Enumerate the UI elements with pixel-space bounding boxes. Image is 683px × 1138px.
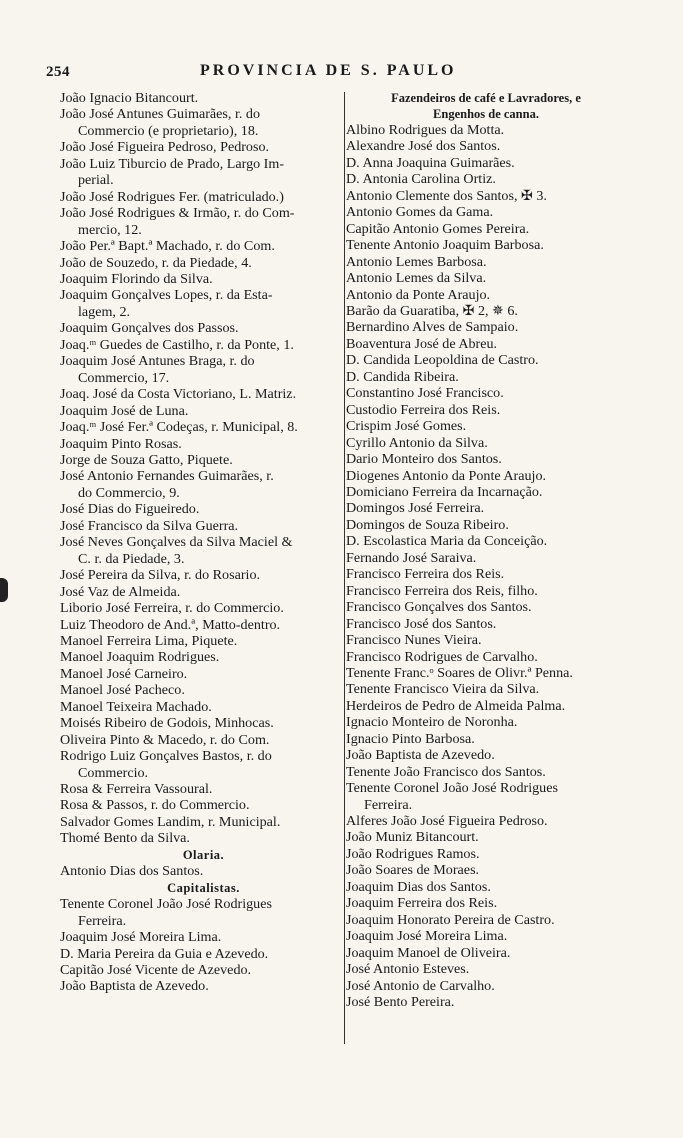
entry-text: José Dias do Figueiredo. [60, 501, 200, 518]
list-entry [346, 468, 626, 484]
list-entry [346, 632, 626, 648]
list-entry [346, 188, 626, 204]
list-entry [60, 781, 347, 797]
entry-text: Antonio Lemes Barbosa. [346, 253, 487, 270]
entry-text: Joaq.ᵐ Guedes de Castilho, r. da Ponte, 1. [60, 336, 294, 353]
entry-continuation: C. r. da Piedade, 3. [78, 550, 185, 567]
entry-text: Tenente Coronel João José Rodrigues [346, 780, 558, 797]
list-entry [346, 533, 626, 549]
list-entry [60, 353, 347, 386]
list-entry [346, 599, 626, 615]
entry-text: Moisés Ribeiro de Godois, Minhocas. [60, 715, 274, 732]
entry-text: Thomé Bento da Silva. [60, 830, 190, 847]
entry-text: Joaquim Honorato Pereira de Castro. [346, 911, 555, 928]
entry-text: João Rodrigues Ramos. [346, 845, 480, 862]
list-entry [346, 204, 626, 220]
list-entry [60, 715, 347, 731]
list-entry [346, 319, 626, 335]
list-entry [60, 501, 347, 517]
list-entry [60, 90, 347, 106]
list-entry [60, 189, 347, 205]
list-entry [346, 500, 626, 516]
list-entry [346, 451, 626, 467]
entry-text: Herdeiros de Pedro de Almeida Palma. [346, 697, 566, 714]
entry-text: Ignacio Monteiro de Noronha. [346, 714, 518, 731]
entry-continuation: Ferreira. [78, 912, 127, 929]
list-entry [346, 928, 626, 944]
entry-text: Joaquim José Antunes Braga, r. do [60, 353, 255, 370]
list-entry [60, 699, 347, 715]
right-column [346, 90, 626, 1010]
entry-continuation: mercio, 12. [78, 221, 142, 238]
entry-text: Francisco Gonçalves dos Santos. [346, 599, 532, 616]
list-entry [60, 633, 347, 649]
list-entry [60, 584, 347, 600]
list-entry [346, 369, 626, 385]
entry-text: Jorge de Souza Gatto, Piquete. [60, 451, 233, 468]
right-column-entries [346, 122, 626, 1010]
entry-text: João Ignacio Bitancourt. [60, 90, 199, 106]
entry-text: Antonio Clemente dos Santos, ✠ 3. [346, 187, 547, 204]
entry-text: João Baptista de Azevedo. [60, 978, 209, 995]
list-entry [60, 600, 347, 616]
entry-continuation: Commercio, 17. [78, 369, 170, 386]
entry-text: Cyrillo Antonio da Silva. [346, 434, 488, 451]
entry-text: Antonio Lemes da Silva. [346, 270, 487, 287]
entry-text: José Antonio Fernandes Guimarães, r. [60, 468, 274, 485]
entry-text: Joaq. José da Costa Victoriano, L. Matriz. [60, 386, 297, 403]
list-entry [346, 484, 626, 500]
list-entry [346, 747, 626, 763]
entry-continuation: lagem, 2. [78, 303, 131, 320]
entry-text: Manoel Teixeira Machado. [60, 698, 212, 715]
entry-continuation: Ferreira. [364, 796, 413, 813]
list-entry [346, 254, 626, 270]
entry-text: Francisco Nunes Vieira. [346, 632, 482, 649]
entry-text: Capitão José Vicente de Azevedo. [60, 962, 252, 979]
entry-text: João Luiz Tiburcio de Prado, Largo Im- [60, 155, 285, 172]
entry-text: Manoel Ferreira Lima, Piquete. [60, 632, 238, 649]
list-entry [346, 731, 626, 747]
entry-text: D. Antonia Carolina Ortiz. [346, 171, 496, 188]
list-entry [346, 303, 626, 319]
entry-text: Joaquim José Moreira Lima. [346, 928, 508, 945]
entry-text: João Soares de Moraes. [346, 862, 480, 879]
list-entry [60, 978, 347, 994]
entry-continuation: do Commercio, 9. [78, 484, 180, 501]
entry-text: João Baptista de Azevedo. [346, 747, 495, 764]
list-entry [60, 271, 347, 287]
entry-text: D. Anna Joaquina Guimarães. [346, 154, 515, 171]
entry-text: Liborio José Ferreira, r. do Commercio. [60, 600, 284, 617]
list-entry [60, 814, 347, 830]
list-entry [60, 929, 347, 945]
entry-text: Rosa & Passos, r. do Commercio. [60, 797, 250, 814]
list-entry [60, 863, 347, 879]
list-entry [346, 895, 626, 911]
entry-text: José Neves Gonçalves da Silva Maciel & [60, 534, 293, 551]
entry-text: João José Rodrigues Fer. (matriculado.) [60, 188, 284, 205]
list-entry [346, 978, 626, 994]
entry-text: Joaquim Pinto Rosas. [60, 435, 182, 452]
entry-text: José Antonio Esteves. [346, 961, 470, 978]
entry-text: D. Candida Ribeira. [346, 368, 459, 385]
list-entry [60, 106, 347, 139]
list-entry [346, 155, 626, 171]
list-entry [60, 320, 347, 336]
list-entry [60, 617, 347, 633]
list-entry [60, 567, 347, 583]
list-entry [346, 698, 626, 714]
list-entry [346, 517, 626, 533]
entry-text: Francisco José dos Santos. [346, 615, 497, 632]
entry-text: Domiciano Ferreira da Incarnação. [346, 483, 543, 500]
entry-text: Diogenes Antonio da Ponte Araujo. [346, 467, 547, 484]
list-entry [60, 255, 347, 271]
entry-text: Domingos José Ferreira. [346, 500, 485, 517]
section-heading: Olaria. [182, 847, 225, 862]
list-entry [346, 681, 626, 697]
entry-text: Capitão Antonio Gomes Pereira. [346, 220, 530, 237]
list-entry [346, 616, 626, 632]
entry-text: D. Candida Leopoldina de Castro. [346, 352, 539, 369]
list-entry [346, 813, 626, 829]
entry-text: Tenente Franc.ᵒ Soares de Olivr.ª Penna. [346, 664, 573, 681]
entry-text: Francisco Ferreira dos Reis. [346, 566, 505, 583]
list-entry [346, 336, 626, 352]
list-entry [346, 402, 626, 418]
list-entry [346, 138, 626, 154]
entry-text: Alferes João José Figueira Pedroso. [346, 813, 548, 830]
entry-text: João José Figueira Pedroso, Pedroso. [60, 139, 270, 156]
entry-text: Joaquim Gonçalves dos Passos. [60, 320, 239, 337]
entry-text: Albino Rodrigues da Motta. [346, 122, 505, 138]
entry-text: Luiz Theodoro de And.ª, Matto-dentro. [60, 616, 281, 633]
list-entry [346, 879, 626, 895]
entry-text: Custodio Ferreira dos Reis. [346, 401, 501, 418]
entry-text: José Francisco da Silva Guerra. [60, 517, 239, 534]
entry-text: Barão da Guaratiba, ✠ 2, ✵ 6. [346, 302, 518, 319]
list-entry [60, 962, 347, 978]
list-entry [346, 435, 626, 451]
list-entry [346, 829, 626, 845]
list-entry [346, 122, 626, 138]
heading-line-2: Engenhos de canna. [433, 107, 539, 121]
entry-text: Joaquim José de Luna. [60, 402, 189, 419]
entry-text: Joaq.ᵐ José Fer.ª Codeças, r. Municipal, 8. [60, 419, 298, 436]
entry-text: Francisco Ferreira dos Reis, filho. [346, 582, 538, 599]
list-entry [346, 714, 626, 730]
entry-text: Alexandre José dos Santos. [346, 138, 501, 155]
entry-text: Dario Monteiro dos Santos. [346, 451, 502, 468]
entry-text: Oliveira Pinto & Macedo, r. do Com. [60, 731, 270, 748]
entry-text: João José Antunes Guimarães, r. do [60, 106, 261, 123]
list-entry [60, 452, 347, 468]
entry-continuation: Commercio. [78, 764, 149, 781]
entry-text: João Muniz Bitancourt. [346, 829, 479, 846]
entry-text: D. Escolastica Maria da Conceição. [346, 533, 548, 550]
entry-text: Tenente Coronel João José Rodrigues [60, 896, 272, 913]
list-entry [60, 419, 347, 435]
entry-text: José Vaz de Almeida. [60, 583, 181, 600]
entry-text: Manoel José Pacheco. [60, 682, 185, 699]
entry-text: Joaquim Dias dos Santos. [346, 878, 491, 895]
entry-text: Antonio Gomes da Gama. [346, 204, 494, 221]
list-entry [346, 418, 626, 434]
list-entry [346, 994, 626, 1010]
list-entry [60, 732, 347, 748]
list-entry [346, 912, 626, 928]
list-entry [346, 665, 626, 681]
list-entry [346, 237, 626, 253]
list-entry [346, 287, 626, 303]
list-entry [346, 649, 626, 665]
entry-text: Tenente Francisco Vieira da Silva. [346, 681, 540, 698]
entry-text: Crispim José Gomes. [346, 418, 467, 435]
entry-text: João José Rodrigues & Irmão, r. do Com- [60, 205, 295, 222]
list-entry [60, 682, 347, 698]
list-entry [60, 534, 347, 567]
list-entry [60, 403, 347, 419]
entry-text: Salvador Gomes Landim, r. Municipal. [60, 813, 281, 830]
list-entry [60, 205, 347, 238]
entry-text: Domingos de Souza Ribeiro. [346, 516, 509, 533]
entry-text: Boaventura José de Abreu. [346, 335, 498, 352]
list-entry [60, 666, 347, 682]
entry-text: José Bento Pereira. [346, 994, 455, 1011]
entry-text: Joaquim Gonçalves Lopes, r. da Esta- [60, 287, 273, 304]
entry-text: José Pereira da Silva, r. do Rosario. [60, 567, 261, 584]
list-entry [346, 270, 626, 286]
right-column-heading [346, 90, 626, 122]
list-entry [60, 797, 347, 813]
entry-continuation: Commercio (e proprietario), 18. [78, 122, 259, 139]
entry-text: Joaquim Manoel de Oliveira. [346, 944, 511, 961]
entry-text: Ignacio Pinto Barbosa. [346, 730, 475, 747]
entry-text: Bernardino Alves de Sampaio. [346, 319, 519, 336]
section-heading: Capitalistas. [167, 880, 240, 895]
entry-text: Manoel Joaquim Rodrigues. [60, 649, 220, 666]
entry-text: Rodrigo Luiz Gonçalves Bastos, r. do [60, 748, 272, 765]
list-entry [60, 337, 347, 353]
list-entry [60, 518, 347, 534]
list-entry [60, 238, 347, 254]
entry-text: Fernando José Saraiva. [346, 549, 477, 566]
list-entry [60, 436, 347, 452]
list-entry [346, 385, 626, 401]
entry-text: João de Souzedo, r. da Piedade, 4. [60, 254, 252, 271]
entry-text: Antonio da Ponte Araujo. [346, 286, 491, 303]
list-entry [60, 748, 347, 781]
left-column [60, 90, 347, 995]
list-entry [346, 550, 626, 566]
list-entry [346, 566, 626, 582]
list-entry [60, 468, 347, 501]
list-entry [346, 352, 626, 368]
entry-text: Tenente João Francisco dos Santos. [346, 763, 546, 780]
list-entry [346, 780, 626, 813]
running-title: PROVINCIA DE S. PAULO [200, 62, 457, 79]
heading-line-1: Fazendeiros de café e Lavradores, e [391, 91, 581, 105]
list-entry [346, 862, 626, 878]
list-entry [60, 946, 347, 962]
list-entry [60, 139, 347, 155]
page-header [0, 58, 683, 88]
entry-text: Joaquim José Moreira Lima. [60, 929, 222, 946]
list-entry [60, 830, 347, 846]
list-entry [346, 846, 626, 862]
list-entry [346, 764, 626, 780]
entry-text: Constantino José Francisco. [346, 385, 504, 402]
list-entry [60, 287, 347, 320]
list-entry [346, 961, 626, 977]
entry-text: João Per.ª Bapt.ª Machado, r. do Com. [60, 238, 275, 255]
entry-text: José Antonio de Carvalho. [346, 977, 495, 994]
list-entry [346, 583, 626, 599]
list-entry [60, 386, 347, 402]
entry-text: Rosa & Ferreira Vassoural. [60, 781, 213, 798]
entry-text: D. Maria Pereira da Guia e Azevedo. [60, 945, 269, 962]
entry-text: Tenente Antonio Joaquim Barbosa. [346, 237, 544, 254]
list-entry [60, 649, 347, 665]
entry-text: Joaquim Florindo da Silva. [60, 270, 213, 287]
column-divider [344, 92, 345, 1044]
list-entry [346, 171, 626, 187]
entry-text: Joaquim Ferreira dos Reis. [346, 895, 498, 912]
entry-text: Francisco Rodrigues de Carvalho. [346, 648, 538, 665]
list-entry [346, 945, 626, 961]
list-entry [346, 221, 626, 237]
entry-continuation: perial. [78, 172, 114, 189]
list-entry [60, 156, 347, 189]
ink-blot [0, 578, 8, 602]
page-number: 254 [46, 64, 70, 80]
entry-text: Antonio Dias dos Santos. [60, 863, 204, 880]
list-entry [60, 896, 347, 929]
entry-text: Manoel José Carneiro. [60, 665, 188, 682]
